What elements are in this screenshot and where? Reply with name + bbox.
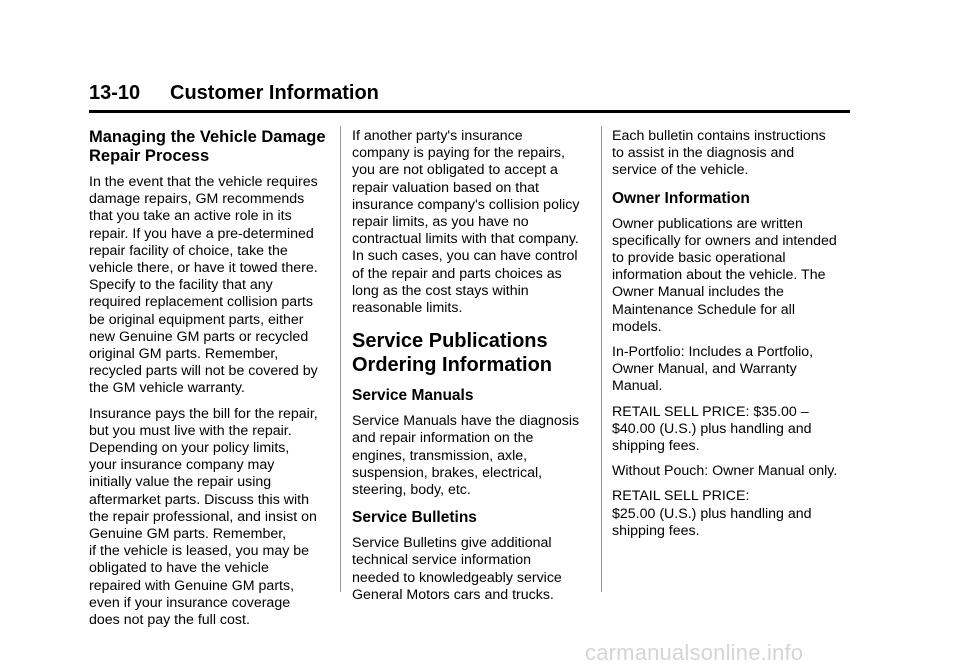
retail-price-text-2: RETAIL SELL PRICE: $25.00 (U.S.) plus handling and shipping fees. <box>612 488 812 539</box>
column-divider <box>601 126 602 592</box>
page-header <box>89 80 850 113</box>
column-divider <box>340 126 341 592</box>
other-party-paragraph: If another party's insurance company is paying for the repairs, you are not obligated to accept a repair valuation based on that insurance company's collision policy repair limits, as you have no contractual limits with that company. In such cases, you can have control of the repair and parts choices as long as the cost stays within reasonable limits. <box>352 128 580 317</box>
column-right <box>612 128 858 548</box>
service-bulletins-heading: Service Bulletins <box>352 509 477 527</box>
owner-information-text: Owner publications are written specifically for owners and intended to provide basic operational information about the vehicle. The Owner Manual includes the Maintenance Schedule for all models. <box>612 215 837 335</box>
service-publications-heading: Service Publications Ordering Information <box>352 330 552 377</box>
column-middle <box>352 128 598 612</box>
insurance-paragraph: Insurance pays the bill for the repair, but you must live with the repair. Depending on your policy limits, your insurance company may initially value the repair using aftermarket parts. Discuss this with the repair professional, and insist on Genuine GM parts. Remember, if the vehicle is leased, you may be obligated to have the vehicle repaired with Genuine GM parts, even if your insurance coverage does not pay the full cost. <box>89 405 318 629</box>
column-left <box>89 128 335 637</box>
in-portfolio-text: In-Portfolio: Includes a Portfolio, Owner Manual, and Warranty Manual. <box>612 344 814 395</box>
owner-information-heading: Owner Information <box>612 189 750 207</box>
damage-repair-paragraph: In the event that the vehicle requires damage repairs, GM recommends that you take an active role in its repair. If you have a pre-determined repair facility of choice, take the vehicle there, or have it towed there. Specify to the facility that any required replacement collision parts be original equipment parts, either new Genuine GM parts or recycled original GM parts. Remember, recycled parts will not be covered by the GM vehicle warranty. <box>89 174 318 397</box>
without-pouch-text: Without Pouch: Owner Manual only. <box>612 463 838 480</box>
section-title: Customer Information <box>170 82 379 104</box>
service-manuals-text: Service Manuals have the diagnosis and repair information on the engines, transmission, axle, suspension, brakes, electrical, steering, body, etc. <box>352 413 580 499</box>
page-number: 13-10 <box>89 82 141 104</box>
bulletin-instructions-text: Each bulletin contains instructions to assist in the diagnosis and service of the vehicle. <box>612 128 826 179</box>
damage-repair-heading: Managing the Vehicle Damage Repair Process <box>89 128 326 165</box>
service-bulletins-text: Service Bulletins give additional technical service information needed to knowledgeably service General Motors cars and trucks. <box>352 535 562 603</box>
retail-price-text: RETAIL SELL PRICE: $35.00 – $40.00 (U.S.) plus handling and shipping fees. <box>612 403 812 455</box>
watermark: carmanualsonline.info <box>585 640 804 665</box>
service-manuals-heading: Service Manuals <box>352 387 474 405</box>
